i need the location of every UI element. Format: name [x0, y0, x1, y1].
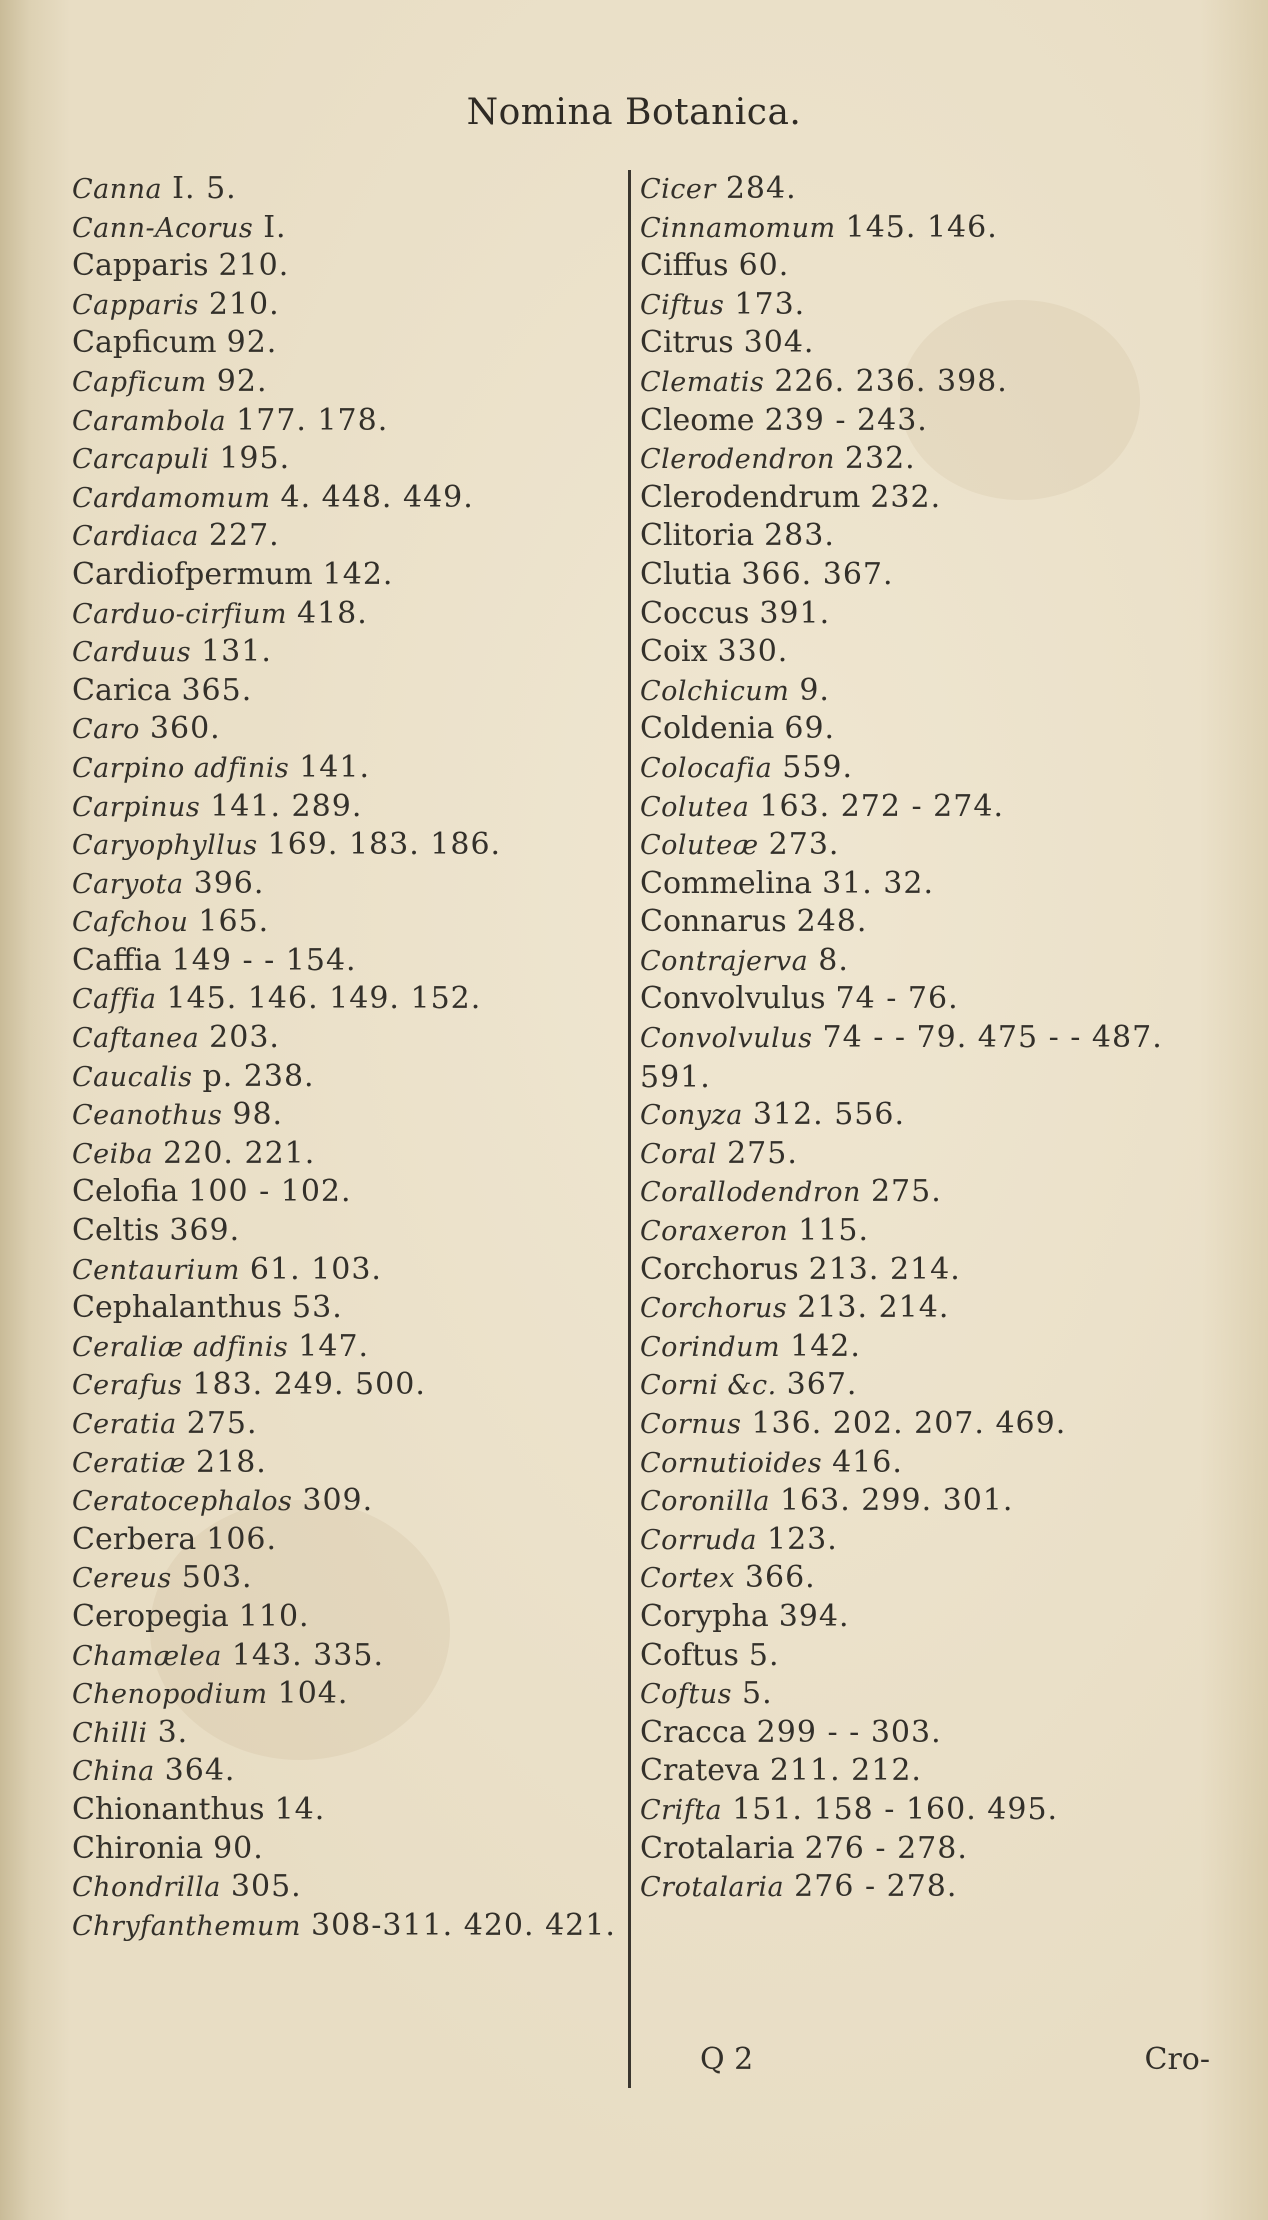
index-entry	[640, 788, 1240, 827]
index-entry	[640, 980, 1240, 1019]
entry-term: Cereus	[72, 1563, 172, 1595]
entry-term: Clerodendron	[640, 444, 835, 476]
entry-term: Carambola	[72, 405, 227, 437]
index-entry	[640, 1675, 1240, 1714]
entry-term: Carpino adfinis	[72, 752, 290, 784]
entry-term: Ceratocephalos	[72, 1486, 293, 1518]
index-entry	[640, 1559, 1240, 1598]
index-entry	[72, 170, 632, 209]
index-entry	[72, 1714, 632, 1753]
entry-term: Caftanea	[72, 1023, 200, 1055]
entry-pages: 145. 146. 149. 152.	[166, 981, 482, 1017]
entry-pages: 136. 202. 207. 469.	[751, 1406, 1067, 1441]
entry-term: Cerafus	[72, 1370, 183, 1402]
entry-term: Cerbera	[72, 1521, 197, 1557]
entry-term: Cicer	[640, 174, 716, 205]
index-entry	[72, 1212, 632, 1251]
index-entry	[72, 942, 632, 981]
entry-pages: 418.	[297, 595, 368, 631]
index-entry	[640, 402, 1240, 441]
index-entry	[640, 672, 1240, 711]
entry-pages: 283.	[764, 518, 835, 554]
entry-pages: I. 5.	[172, 171, 237, 206]
entry-pages: 213. 214.	[808, 1251, 961, 1287]
entry-term: Crotalaria	[640, 1872, 785, 1904]
entry-term: Colocafia	[640, 752, 773, 784]
index-entry	[72, 247, 632, 286]
entry-term: Capparis	[72, 248, 209, 284]
entry-term: Corruda	[640, 1524, 757, 1556]
index-entry	[72, 363, 632, 402]
entry-term: Clitoria	[640, 518, 755, 554]
index-entry	[72, 1366, 632, 1405]
entry-pages: 210.	[218, 248, 290, 284]
index-entry	[72, 1096, 632, 1135]
catchword: Cro-	[1144, 2042, 1210, 2077]
entry-term: Ceratia	[72, 1409, 177, 1440]
index-entry	[640, 1135, 1240, 1174]
entry-pages: 123.	[767, 1521, 838, 1557]
entry-term: Coluteæ	[640, 830, 759, 862]
entry-term: Carduo-cirfium	[72, 598, 287, 630]
entry-pages: 163. 272 - 274.	[759, 788, 1004, 824]
entry-term: Crateva	[640, 1753, 760, 1789]
index-entry	[640, 1752, 1240, 1791]
entry-term: Ciffus	[640, 248, 729, 284]
entry-term: Clerodendrum	[640, 479, 861, 515]
entry-term: Cafchou	[72, 907, 189, 939]
entry-term: Celofia	[72, 1174, 179, 1210]
entry-pages: 367.	[786, 1367, 858, 1403]
entry-term: Caffia	[72, 984, 157, 1016]
entry-pages: 5.	[748, 1637, 780, 1673]
entry-pages: 74 - 76.	[835, 981, 959, 1017]
entry-pages: 211. 212.	[769, 1753, 922, 1789]
entry-pages: 143. 335.	[231, 1637, 384, 1673]
entry-term: Ceropegia	[72, 1598, 229, 1634]
entry-term: Coraxeron	[640, 1216, 789, 1248]
entry-term: Coral	[640, 1138, 718, 1170]
entry-pages: 299 - - 303.	[756, 1714, 942, 1750]
entry-pages: 226. 236. 398.	[774, 363, 1008, 399]
entry-pages: 227.	[208, 518, 280, 554]
entry-pages: 131.	[201, 634, 272, 670]
entry-term: China	[72, 1756, 155, 1788]
entry-pages: 284.	[725, 171, 797, 206]
index-entry	[640, 363, 1240, 402]
entry-pages: 92.	[216, 363, 268, 399]
entry-pages: 165.	[198, 904, 270, 940]
index-column-left	[72, 170, 632, 1945]
index-entry	[640, 1251, 1240, 1290]
entry-pages: p. 238.	[202, 1058, 315, 1094]
entry-term: Coronilla	[640, 1486, 770, 1518]
entry-pages: 195.	[219, 441, 291, 477]
entry-pages: 115.	[798, 1213, 869, 1249]
page-footer	[640, 2042, 1240, 2088]
index-entry	[72, 517, 632, 556]
entry-pages: 232.	[844, 441, 916, 477]
entry-term: Colchicum	[640, 675, 790, 707]
index-entry	[72, 402, 632, 441]
entry-pages: 365.	[181, 672, 253, 708]
index-entry	[640, 826, 1240, 865]
index-entry	[72, 1907, 632, 1946]
entry-term: Cardamomum	[72, 482, 271, 514]
entry-pages: 100 - 102.	[188, 1174, 352, 1210]
index-entry	[640, 286, 1240, 325]
entry-term: Corindum	[640, 1331, 781, 1363]
index-entry	[640, 1328, 1240, 1367]
index-entry	[640, 247, 1240, 286]
entry-term: Centaurium	[72, 1254, 240, 1286]
entry-term: Canna	[72, 174, 163, 205]
entry-term: Cortex	[640, 1563, 735, 1595]
entry-term: Corni &c.	[640, 1370, 777, 1402]
entry-term: Capficum	[72, 366, 207, 398]
index-entry	[72, 595, 632, 634]
index-entry	[640, 1791, 1240, 1830]
page-title: Nomina Botanica.	[466, 92, 802, 133]
index-entry	[72, 1598, 632, 1637]
entry-pages: 8.	[818, 942, 849, 978]
index-entry	[72, 903, 632, 942]
entry-term: Ceraliæ adfinis	[72, 1331, 289, 1363]
entry-term: Caro	[72, 714, 140, 746]
index-entry	[72, 980, 632, 1019]
index-entry	[640, 556, 1240, 595]
index-entry	[72, 1752, 632, 1791]
entry-term: Connarus	[640, 904, 787, 940]
index-entry	[640, 1096, 1240, 1135]
index-column-right	[640, 170, 1240, 1907]
index-entry	[640, 1714, 1240, 1753]
entry-pages: 90.	[213, 1830, 264, 1866]
entry-pages: 391.	[759, 595, 831, 631]
entry-term: Coftus	[640, 1679, 733, 1711]
entry-term: Chamælea	[72, 1640, 222, 1672]
entry-pages: 98.	[232, 1097, 284, 1133]
entry-pages: 183. 249. 500.	[192, 1367, 426, 1403]
entry-pages: 503.	[181, 1560, 253, 1596]
entry-pages: 177. 178.	[236, 402, 389, 438]
index-entry	[640, 517, 1240, 556]
index-entry	[640, 1482, 1240, 1521]
index-entry	[72, 440, 632, 479]
index-entry	[72, 324, 632, 363]
entry-term: Cinnamomum	[640, 212, 836, 244]
entry-term: Convolvulus	[640, 981, 826, 1017]
index-entry	[640, 633, 1240, 672]
index-entry	[640, 1366, 1240, 1405]
entry-term: Contrajerva	[640, 945, 809, 977]
index-entry	[72, 1019, 632, 1058]
index-entry	[72, 1135, 632, 1174]
entry-pages: 364.	[164, 1753, 236, 1789]
entry-term: Carpinus	[72, 791, 201, 823]
entry-term: Cardiaca	[72, 521, 199, 553]
entry-pages: 559.	[782, 749, 854, 785]
entry-pages: 360.	[149, 711, 221, 747]
index-entry	[72, 209, 632, 248]
entry-pages: 304.	[743, 325, 815, 361]
entry-term: Corallodendron	[640, 1177, 861, 1209]
column-divider	[628, 170, 631, 2088]
entry-term: Caryota	[72, 868, 184, 900]
signature-mark: Q 2	[700, 2042, 754, 2077]
entry-pages: 142.	[322, 556, 394, 592]
index-entry	[640, 749, 1240, 788]
entry-term: Cephalanthus	[72, 1290, 283, 1326]
entry-pages: 312. 556.	[752, 1097, 906, 1133]
entry-pages: 147.	[298, 1328, 370, 1364]
entry-term: Ceanothus	[72, 1100, 223, 1132]
entry-term: Capficum	[72, 325, 217, 361]
index-entry	[72, 1521, 632, 1560]
entry-pages: 4. 448. 449.	[280, 479, 474, 515]
entry-pages: 232.	[870, 479, 942, 515]
index-entry	[72, 286, 632, 325]
entry-pages: 92.	[226, 325, 278, 361]
entry-term: Crifta	[640, 1794, 723, 1826]
index-entry	[72, 1482, 632, 1521]
index-entry	[72, 1675, 632, 1714]
entry-pages: 142.	[790, 1328, 861, 1364]
entry-term: Carcapuli	[72, 444, 210, 476]
entry-term: Ceratiæ	[72, 1447, 187, 1479]
index-entry	[72, 1444, 632, 1483]
entry-term: Cracca	[640, 1714, 747, 1750]
index-entry	[640, 479, 1240, 518]
index-entry	[640, 1444, 1240, 1483]
entry-pages: 416.	[832, 1444, 903, 1480]
index-entry	[640, 942, 1240, 981]
entry-term: Coix	[640, 634, 708, 670]
entry-term: Citrus	[640, 325, 734, 361]
index-entry	[640, 1830, 1240, 1869]
entry-pages: 308-311. 420. 421.	[311, 1907, 616, 1943]
index-entry	[640, 440, 1240, 479]
index-entry	[72, 1405, 632, 1444]
entry-pages: 218.	[196, 1444, 267, 1480]
entry-pages: 104.	[277, 1676, 349, 1712]
entry-pages: 213. 214.	[797, 1290, 950, 1326]
entry-term: Coccus	[640, 595, 750, 631]
entry-pages: 330.	[717, 634, 789, 670]
index-entry	[72, 1830, 632, 1869]
index-entry	[72, 1868, 632, 1907]
entry-term: Caucalis	[72, 1061, 193, 1093]
entry-pages: 220. 221.	[163, 1135, 316, 1171]
entry-pages: 163. 299. 301.	[779, 1483, 1014, 1519]
entry-pages: 53.	[292, 1290, 343, 1326]
index-entry	[640, 1289, 1240, 1328]
index-entry	[72, 788, 632, 827]
entry-pages: 141. 289.	[210, 788, 363, 824]
index-entry	[640, 595, 1240, 634]
entry-term: Convolvulus	[640, 1023, 813, 1055]
entry-term: Commelina	[640, 865, 813, 901]
entry-pages: 396.	[193, 865, 265, 901]
entry-term: Cleome	[640, 402, 755, 438]
entry-pages: 273.	[768, 827, 840, 863]
index-entry	[640, 1868, 1240, 1907]
entry-term: Corchorus	[640, 1251, 799, 1287]
index-entry	[72, 672, 632, 711]
entry-pages: 276 - 278.	[794, 1869, 958, 1905]
entry-pages: 210.	[208, 286, 280, 322]
entry-term: Cornus	[640, 1409, 742, 1440]
entry-term: Colutea	[640, 791, 750, 823]
entry-term: Chondrilla	[72, 1872, 221, 1904]
index-entry	[640, 1212, 1240, 1251]
entry-pages: 69.	[784, 711, 836, 747]
index-entry	[72, 1328, 632, 1367]
entry-pages: 60.	[738, 248, 790, 284]
entry-pages: 239 - 243.	[764, 402, 928, 438]
entry-pages: 169. 183. 186.	[267, 827, 502, 863]
entry-pages: 151. 158 - 160. 495.	[732, 1791, 1059, 1827]
entry-pages: 369.	[169, 1213, 241, 1249]
entry-pages: 31. 32.	[822, 865, 935, 901]
index-entry	[72, 633, 632, 672]
entry-pages: 5.	[742, 1676, 773, 1712]
entry-term: Carica	[72, 672, 172, 708]
entry-pages: 61. 103.	[249, 1251, 382, 1287]
entry-pages: 275.	[727, 1135, 798, 1171]
entry-term: Ceiba	[72, 1138, 154, 1170]
entry-pages: 366.	[744, 1560, 816, 1596]
entry-pages: 173.	[734, 286, 806, 322]
entry-term: Chenopodium	[72, 1679, 268, 1711]
index-entry	[640, 324, 1240, 363]
entry-pages: 3.	[157, 1714, 189, 1750]
entry-pages: 203.	[209, 1020, 280, 1056]
index-entry	[640, 1405, 1240, 1444]
index-entry	[72, 826, 632, 865]
entry-term: Cornutioides	[640, 1447, 823, 1479]
entry-term: Capparis	[72, 289, 199, 321]
index-entry	[72, 1637, 632, 1676]
entry-term: Cardiofpermum	[72, 556, 313, 592]
entry-term: Celtis	[72, 1213, 160, 1249]
entry-term: Clutia	[640, 556, 732, 592]
entry-term: Corchorus	[640, 1293, 788, 1325]
index-entry	[72, 479, 632, 518]
entry-term: Ciftus	[640, 289, 725, 321]
entry-pages: 275.	[870, 1174, 942, 1210]
index-entry	[72, 865, 632, 904]
index-entry	[72, 710, 632, 749]
entry-pages: 394.	[778, 1598, 850, 1634]
entry-pages: 110.	[238, 1598, 310, 1634]
entry-pages: 145. 146.	[845, 209, 998, 245]
entry-pages: 141.	[299, 749, 370, 785]
entry-term: Chionanthus	[72, 1791, 265, 1827]
index-entry	[72, 1251, 632, 1290]
entry-term: Coldenia	[640, 711, 775, 747]
index-entry	[640, 170, 1240, 209]
entry-term: Caffia	[72, 942, 162, 978]
entry-term: Corypha	[640, 1598, 769, 1634]
entry-term: Caryophyllus	[72, 830, 258, 862]
entry-pages: 309.	[302, 1483, 374, 1519]
index-entry	[640, 1637, 1240, 1676]
entry-term: Chironia	[72, 1830, 204, 1866]
index-entry	[640, 903, 1240, 942]
index-entry	[72, 1559, 632, 1598]
entry-term: Coftus	[640, 1637, 739, 1673]
entry-term: Cann-Acorus	[72, 212, 254, 244]
entry-term: Clematis	[640, 366, 765, 398]
entry-pages: 366. 367.	[741, 556, 894, 592]
index-entry	[640, 710, 1240, 749]
entry-term: Conyza	[640, 1100, 743, 1132]
entry-pages: 9.	[799, 672, 830, 708]
entry-term: Chilli	[72, 1717, 148, 1749]
index-entry	[640, 1598, 1240, 1637]
index-entry	[72, 1791, 632, 1830]
entry-pages: 14.	[274, 1791, 326, 1827]
index-entry	[72, 1289, 632, 1328]
index-entry	[72, 1058, 632, 1097]
entry-pages: 276 - 278.	[804, 1830, 968, 1866]
entry-term: Crotalaria	[640, 1830, 795, 1866]
entry-pages: 248.	[796, 904, 868, 940]
entry-pages: 305.	[230, 1869, 302, 1905]
entry-pages: 149 - - 154.	[171, 942, 357, 978]
entry-pages: 275.	[186, 1406, 258, 1441]
index-entry	[72, 1173, 632, 1212]
entry-pages: 106.	[206, 1521, 278, 1557]
index-entry	[640, 1019, 1240, 1096]
entry-term: Chryfanthemum	[72, 1910, 301, 1942]
entry-pages: I.	[263, 209, 287, 245]
index-entry	[640, 1173, 1240, 1212]
entry-pages: 74 - - 79. 475 - - 487. 591.	[640, 1020, 1163, 1095]
index-entry	[640, 209, 1240, 248]
index-entry	[72, 556, 632, 595]
index-entry	[640, 865, 1240, 904]
entry-term: Carduus	[72, 637, 192, 669]
index-entry	[72, 749, 632, 788]
index-entry	[640, 1521, 1240, 1560]
